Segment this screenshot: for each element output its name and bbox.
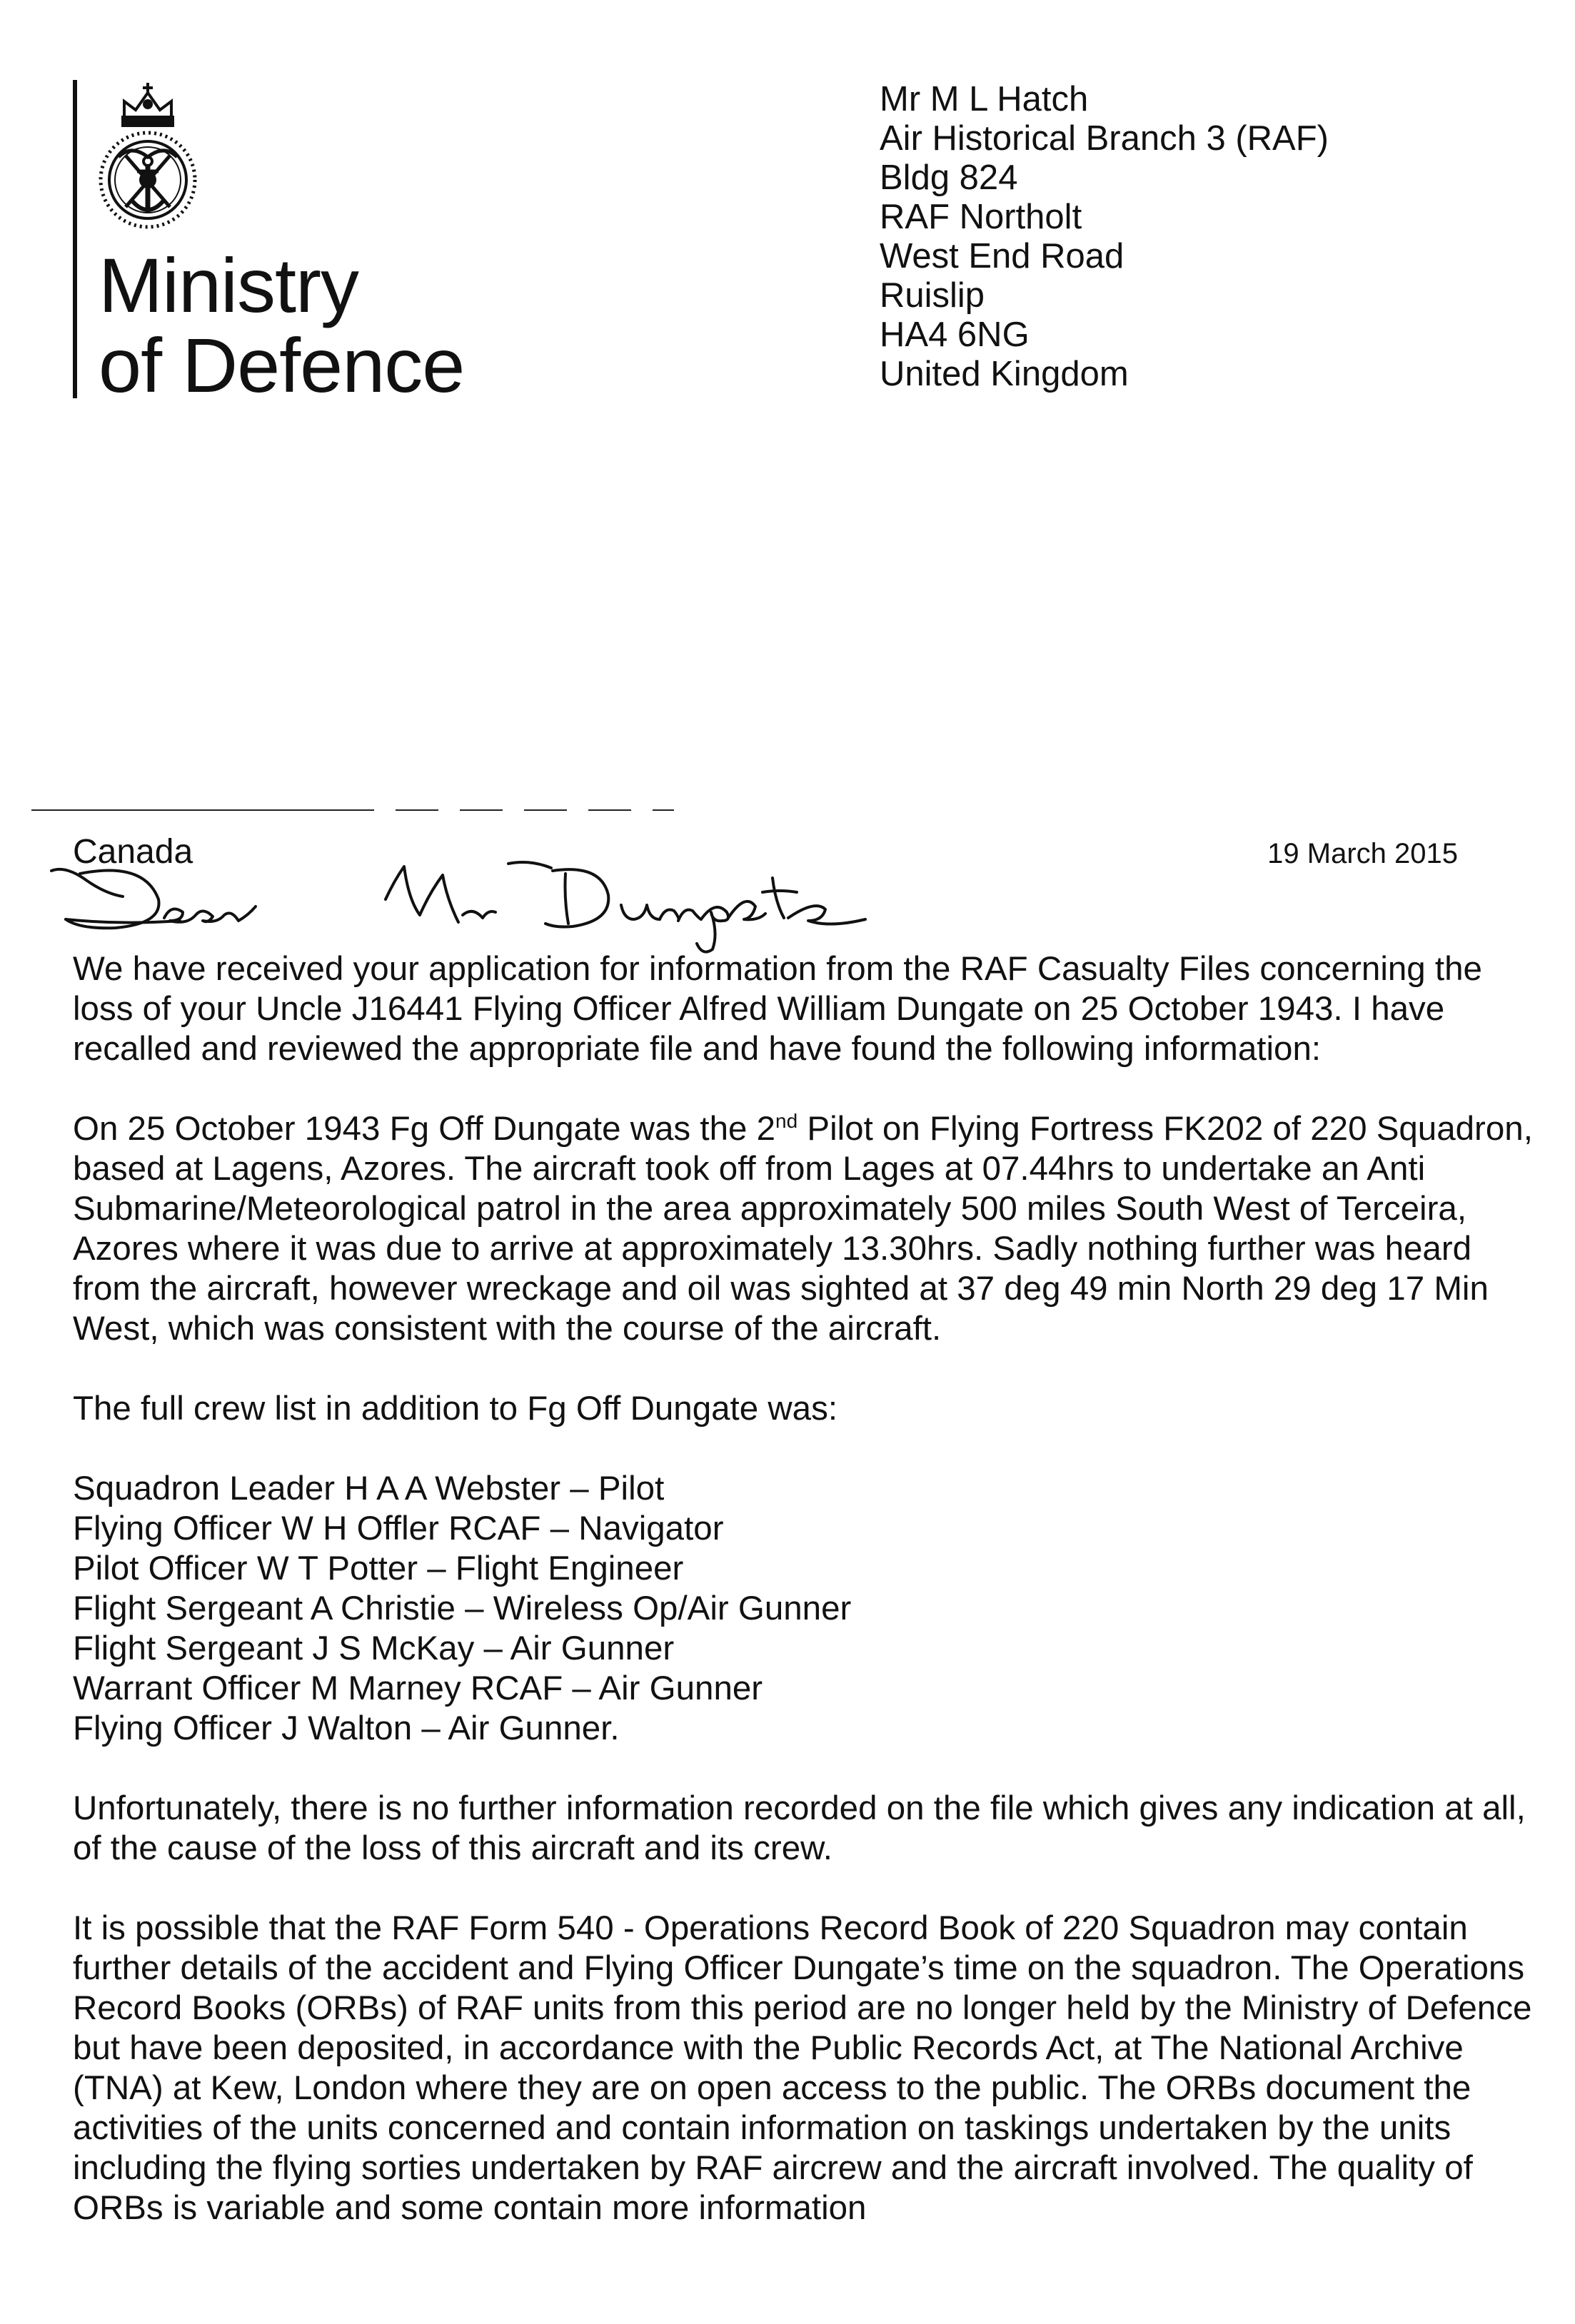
recipient-address — [880, 80, 1329, 394]
address-line: HA4 6NG — [880, 315, 1030, 354]
incident-text-start: On 25 October 1943 Fg Off Dungate was the 2 — [73, 1110, 776, 1148]
crew-list — [73, 1469, 1544, 1749]
addressee-country: Canada — [73, 833, 193, 871]
address-line: Ruislip — [880, 276, 985, 315]
paragraph-no-further-info: Unfortunately, there is no further information recorded on the file which gives any indication at all, of the cause of the loss of this aircraft and its crew. — [73, 1789, 1526, 1867]
org-name-line2: of Defence — [99, 322, 465, 408]
address-line: RAF Northolt — [880, 198, 1082, 236]
crew-member: Squadron Leader H A A Webster – Pilot — [73, 1470, 665, 1507]
ordinal-suffix: nd — [775, 1110, 798, 1133]
paragraph-operations-record-book: It is possible that the RAF Form 540 - Operations Record Book of 220 Squadron may contain further details of the accident and Flying Officer Dungate’s time on the squadron. The Operations Record Books (ORBs) of RAF units from this period are no longer held by the Ministry of Defence but have been deposited, in accordance with the Public Records Act, at The National Archive (TNA) at Kew, London where they are on open access to the public. The ORBs document the activities of the units concerned and contain information on taskings undertaken by the units including the flying sorties undertaken by RAF aircrew and the aircraft involved. The quality of ORBs is variable and some contain more information — [73, 1909, 1532, 2227]
address-line: Air Historical Branch 3 (RAF) — [880, 119, 1329, 158]
address-line: United Kingdom — [880, 355, 1129, 393]
paragraph-application: We have received your application for information from the RAF Casualty Files concerning the loss of your Uncle J16441 Flying Officer Alfred William Dungate on 25 October 1943. I have recalled and reviewed the appropriate file and have found the following information: — [73, 950, 1482, 1068]
fold-guide-line — [31, 808, 674, 812]
paragraph-crew-intro: The full crew list in addition to Fg Off Dungate was: — [73, 1390, 838, 1428]
handwritten-salutation — [37, 849, 937, 961]
letter-body — [73, 949, 1544, 2228]
crew-member: Flight Sergeant A Christie – Wireless Op/Air Gunner — [73, 1590, 852, 1627]
royal-crest-icon — [81, 73, 214, 241]
paragraph-incident — [73, 1109, 1544, 1349]
crew-member: Warrant Officer M Marney RCAF – Air Gunner — [73, 1669, 763, 1707]
crew-member: Flying Officer J Walton – Air Gunner. — [73, 1709, 620, 1747]
crew-member: Flying Officer W H Offler RCAF – Navigator — [73, 1510, 724, 1547]
crew-member: Pilot Officer W T Potter – Flight Engineer — [73, 1550, 684, 1587]
org-name-line1: Ministry — [99, 242, 358, 328]
incident-text-end: Pilot on Flying Fortress FK202 of 220 Squadron, based at Lagens, Azores. The aircraft took off from Lages at 07.44hrs to undertake an Anti Submarine/Meteorological patrol in the area approximately 500 miles South West of Terceira, Azores where it was due to arrive at approximately 13.30hrs. Sadly nothing further was heard from the aircraft, however wreckage and oil was sighted at 37 deg 49 min North 29 deg 17 Min West, which was consistent with the course of the aircraft. — [73, 1110, 1533, 1348]
letter-date: 19 March 2015 — [1267, 838, 1458, 869]
letterhead-rule — [73, 80, 77, 398]
address-line: Bldg 824 — [880, 158, 1018, 197]
organisation-name — [99, 242, 465, 408]
crew-member: Flight Sergeant J S McKay – Air Gunner — [73, 1630, 675, 1667]
address-line: West End Road — [880, 237, 1124, 276]
address-line: Mr M L Hatch — [880, 80, 1089, 118]
